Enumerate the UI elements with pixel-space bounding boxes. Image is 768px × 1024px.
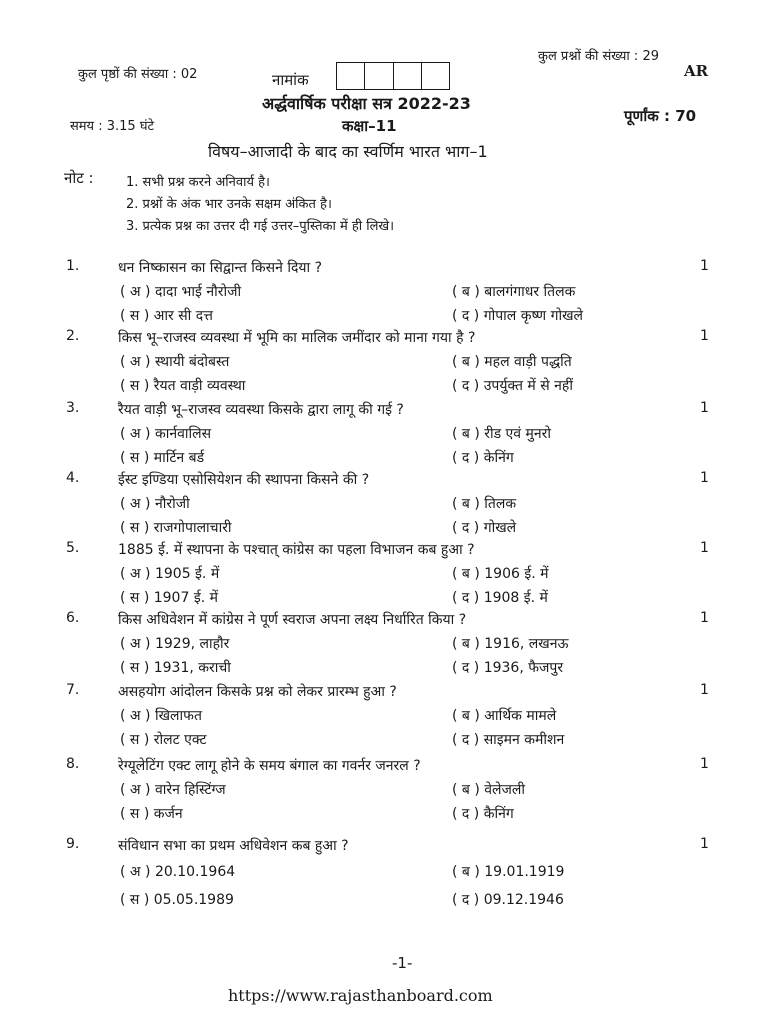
question-text: रैयत वाड़ी भू–राजस्व व्यवस्था किसके द्वारा लागू की गई ? xyxy=(118,402,404,418)
question-number: 8. xyxy=(66,756,80,772)
option-a: ( अ ) 1929, लाहौर xyxy=(120,636,230,652)
question-text: किस अधिवेशन में कांग्रेस ने पूर्ण स्वराज अपना लक्ष्य निर्धारित किया ? xyxy=(118,612,467,628)
option-c: ( स ) 05.05.1989 xyxy=(120,892,234,908)
question-marks: 1 xyxy=(700,836,709,852)
option-d: ( द ) कैनिंग xyxy=(452,806,514,822)
question-number: 6. xyxy=(66,610,80,626)
question-3 xyxy=(0,400,768,470)
note-item: 3. प्रत्येक प्रश्न का उत्तर दी गई उत्तर–पुस्तिका में ही लिखे। xyxy=(126,219,395,234)
question-text: 1885 ई. में स्थापना के पश्चात् कांग्रेस का पहला विभाजन कब हुआ ? xyxy=(118,542,475,558)
question-marks: 1 xyxy=(700,682,709,698)
question-1 xyxy=(0,258,768,328)
question-9 xyxy=(0,836,768,906)
option-b: ( ब ) वेलेजली xyxy=(452,782,526,798)
option-c: ( स ) मार्टिन बर्ड xyxy=(120,450,205,466)
question-4 xyxy=(0,470,768,540)
option-a: ( अ ) 20.10.1964 xyxy=(120,864,236,880)
option-b: ( ब ) आर्थिक मामले xyxy=(452,708,557,724)
question-number: 5. xyxy=(66,540,80,556)
option-d: ( द ) 09.12.1946 xyxy=(452,892,564,908)
notes-label: नोट : xyxy=(64,169,94,187)
option-d: ( द ) उपर्युक्त में से नहीं xyxy=(452,378,573,394)
option-a: ( अ ) स्थायी बंदोबस्त xyxy=(120,354,230,370)
question-number: 9. xyxy=(66,836,80,852)
website-url[interactable]: https://www.rajasthanboard.com xyxy=(228,986,493,1005)
option-a: ( अ ) 1905 ई. में xyxy=(120,566,220,582)
option-a: ( अ ) वारेन हिस्टिंग्ज xyxy=(120,782,226,798)
max-marks: पूर्णांक : 70 xyxy=(624,107,697,125)
option-b: ( ब ) महल वाड़ी पद्धति xyxy=(452,354,572,370)
option-b: ( ब ) 1906 ई. में xyxy=(452,566,549,582)
question-text: धन निष्कासन का सिद्वान्त किसने दिया ? xyxy=(118,260,323,276)
option-c: ( स ) 1931, कराची xyxy=(120,660,231,676)
question-marks: 1 xyxy=(700,540,709,556)
option-c: ( स ) रैयत वाड़ी व्यवस्था xyxy=(120,378,246,394)
option-c: ( स ) आर सी दत्त xyxy=(120,308,213,324)
question-5 xyxy=(0,540,768,610)
option-a: ( अ ) कार्नवालिस xyxy=(120,426,212,442)
paper-code: AR xyxy=(684,62,709,80)
option-d: ( द ) गोखले xyxy=(452,520,517,536)
question-8 xyxy=(0,756,768,826)
exam-time: समय : 3.15 घंटे xyxy=(70,119,155,134)
option-d: ( द ) 1908 ई. में xyxy=(452,590,548,606)
question-marks: 1 xyxy=(700,400,709,416)
question-marks: 1 xyxy=(700,470,709,486)
option-d: ( द ) केनिंग xyxy=(452,450,514,466)
question-text: संविधान सभा का प्रथम अधिवेशन कब हुआ ? xyxy=(118,838,349,854)
option-a: ( अ ) खिलाफत xyxy=(120,708,202,724)
subject-title: विषय–आजादी के बाद का स्वर्णिम भारत भाग–1 xyxy=(208,142,488,161)
question-7 xyxy=(0,682,768,752)
option-b: ( ब ) रीड एवं मुनरो xyxy=(452,426,552,442)
option-b: ( ब ) तिलक xyxy=(452,496,517,512)
question-marks: 1 xyxy=(700,328,709,344)
question-number: 3. xyxy=(66,400,80,416)
exam-title: अर्द्धवार्षिक परीक्षा सत्र 2022-23 xyxy=(262,94,471,113)
question-text: किस भू–राजस्व व्यवस्था में भूमि का मालिक जमींदार को माना गया है ? xyxy=(118,330,476,346)
total-pages: कुल पृष्ठों की संख्या : 02 xyxy=(78,67,198,82)
question-text: रेग्यूलेटिंग एक्ट लागू होने के समय बंगाल का गवर्नर जनरल ? xyxy=(118,758,421,774)
class-label: कक्षा–11 xyxy=(342,117,397,135)
question-text: ईस्ट इण्डिया एसोसियेशन की स्थापना किसने की ? xyxy=(118,472,370,488)
option-a: ( अ ) नौरोजी xyxy=(120,496,190,512)
question-number: 4. xyxy=(66,470,80,486)
option-c: ( स ) राजगोपालाचारी xyxy=(120,520,232,536)
question-6 xyxy=(0,610,768,680)
option-d: ( द ) साइमन कमीशन xyxy=(452,732,565,748)
page-number: -1- xyxy=(392,954,413,972)
note-item: 2. प्रश्नों के अंक भार उनके सक्षम अंकित है। xyxy=(126,197,332,212)
option-d: ( द ) 1936, फैजपुर xyxy=(452,660,564,676)
question-number: 7. xyxy=(66,682,80,698)
note-item: 1. सभी प्रश्न करने अनिवार्य है। xyxy=(126,175,270,190)
option-a: ( अ ) दादा भाई नौरोजी xyxy=(120,284,242,300)
option-c: ( स ) कर्जन xyxy=(120,806,183,822)
question-number: 2. xyxy=(66,328,80,344)
option-b: ( ब ) बालगंगाधर तिलक xyxy=(452,284,576,300)
question-marks: 1 xyxy=(700,610,709,626)
total-questions: कुल प्रश्नों की संख्या : 29 xyxy=(538,49,659,64)
question-text: असहयोग आंदोलन किसके प्रश्न को लेकर प्रारम्भ हुआ ? xyxy=(118,684,397,700)
option-b: ( ब ) 1916, लखनऊ xyxy=(452,636,569,652)
question-number: 1. xyxy=(66,258,80,274)
question-marks: 1 xyxy=(700,756,709,772)
question-2 xyxy=(0,328,768,398)
roll-number-boxes xyxy=(336,62,450,90)
roll-number-label: नामांक xyxy=(272,71,309,89)
option-d: ( द ) गोपाल कृष्ण गोखले xyxy=(452,308,584,324)
question-marks: 1 xyxy=(700,258,709,274)
option-c: ( स ) रोलट एक्ट xyxy=(120,732,207,748)
option-b: ( ब ) 19.01.1919 xyxy=(452,864,565,880)
option-c: ( स ) 1907 ई. में xyxy=(120,590,218,606)
